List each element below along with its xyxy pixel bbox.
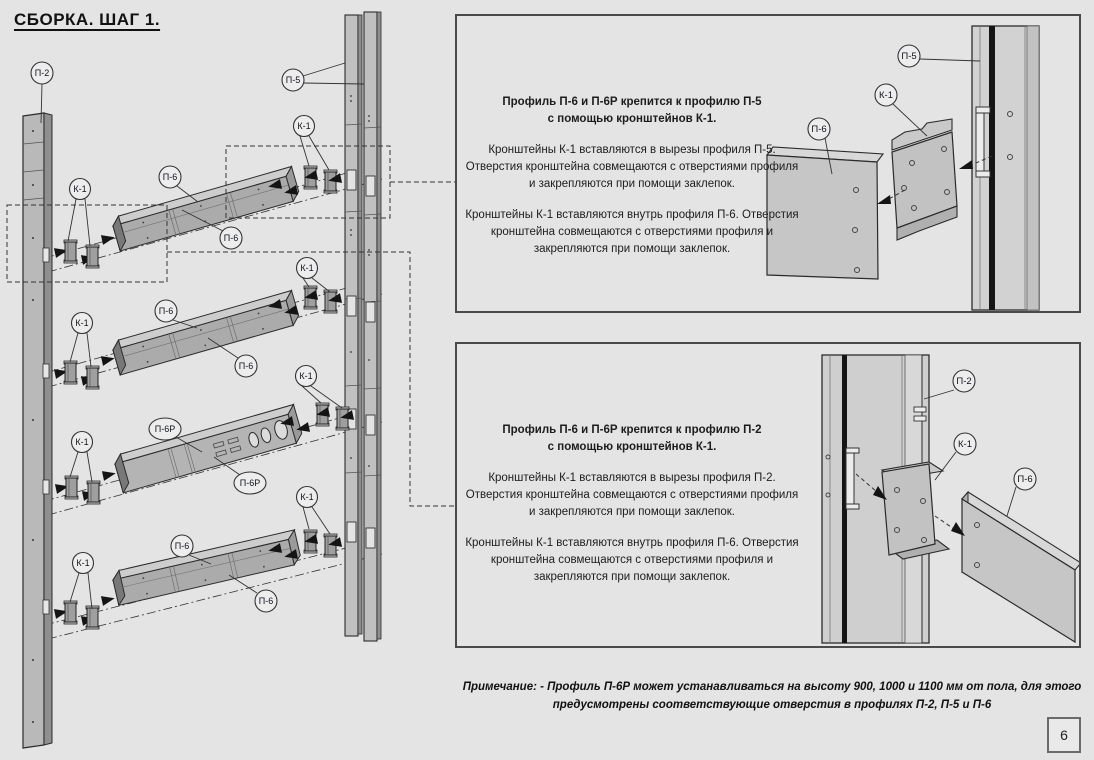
panel2-heading-line2: с помощью кронштейнов К-1. xyxy=(547,440,717,453)
bracket-k1-detail xyxy=(892,119,957,240)
profile-p5-drawing xyxy=(345,12,381,641)
callout-p6: П-6 xyxy=(258,596,274,606)
callout-p6: П-6 xyxy=(238,361,254,371)
callout-k1: К-1 xyxy=(958,439,972,450)
callout-p6: П-6 xyxy=(223,233,239,243)
bracket-cluster-left-row3 xyxy=(55,468,117,504)
callout-p6: П-6 xyxy=(162,172,178,182)
panel1-heading-line1: Профиль П-6 и П-6Р крепится к профилю П-5 xyxy=(502,96,762,108)
footnote: Примечание: - Профиль П-6Р может устанавливаться на высоту 900, 1000 и 1100 мм от пола, для этого предусмотрены соответствующие отверстия в профилях П-2, П-5 и П-6 xyxy=(462,681,1082,712)
panel1-text xyxy=(465,94,799,272)
assembly-drawing xyxy=(0,0,455,760)
callout-p6: П-6 xyxy=(1017,474,1033,485)
panel1-paragraph2: Кронштейны К-1 вставляются внутрь профиля П-6. Отверстия кронштейна совмещаются с отверстиями профиля и закрепляются при помощи заклепок. xyxy=(465,209,799,255)
callout-k1: К-1 xyxy=(299,371,313,381)
callout-p6r: П-6Р xyxy=(154,424,176,434)
rail-p6-row1 xyxy=(111,166,301,251)
bracket-k1-detail xyxy=(882,462,949,559)
panel2-paragraph2: Кронштейны К-1 вставляются внутрь профиля П-6. Отверстия кронштейна совмещаются с отверстиями профиля и закрепляются при помощи заклепок. xyxy=(465,537,799,583)
instruction-panel-p2 xyxy=(455,342,1081,648)
panel1-heading xyxy=(465,94,799,127)
callout-k1: К-1 xyxy=(73,184,87,194)
profile-p6-detail xyxy=(962,492,1079,642)
callout-k1: К-1 xyxy=(300,492,314,502)
callout-p5: П-5 xyxy=(901,51,917,62)
bracket-cluster-left-row1 xyxy=(54,232,116,268)
panel2-paragraph1: Кронштейны К-1 вставляются в вырезы профиля П-2. Отверстия кронштейна совмещаются с отверстиями профиля и закрепляются при помощи заклепок. xyxy=(465,472,799,518)
callout-p6r: П-6Р xyxy=(239,478,261,488)
callout-p6: П-6 xyxy=(811,124,827,135)
panel1-paragraph1: Кронштейны К-1 вставляются в вырезы профиля П-5. Отверстия кронштейна совмещаются с отверстиями профиля и закрепляются при помощи заклепок. xyxy=(465,144,799,190)
profile-p5-detail xyxy=(972,26,1039,310)
callout-k1: К-1 xyxy=(75,318,89,328)
page-title: СБОРКА. ШАГ 1. xyxy=(14,10,161,29)
profile-p2-drawing xyxy=(23,113,52,748)
callout-p6: П-6 xyxy=(158,306,174,316)
callout-p6: П-6 xyxy=(174,541,190,551)
callout-k1: К-1 xyxy=(297,121,311,131)
callout-p2: П-2 xyxy=(34,68,50,78)
callout-k1: К-1 xyxy=(75,437,89,447)
callout-k1: К-1 xyxy=(76,558,90,568)
panel2-text xyxy=(465,422,799,600)
callout-p5: П-5 xyxy=(285,75,301,85)
panel2-heading xyxy=(465,422,799,455)
rail-p6-row2 xyxy=(111,290,301,375)
callout-k1: К-1 xyxy=(879,90,893,101)
rail-p6r-row3 xyxy=(113,404,304,492)
bracket-cluster-left-row2 xyxy=(54,353,116,389)
panel2-heading-line1: Профиль П-6 и П-6Р крепится к профилю П-2 xyxy=(502,424,762,436)
bracket-cluster-left-row4 xyxy=(54,593,116,629)
callout-p2: П-2 xyxy=(956,376,972,387)
page-number: 6 xyxy=(1047,717,1081,753)
callout-k1: К-1 xyxy=(300,263,314,273)
panel2-callouts xyxy=(924,370,1036,516)
instruction-panel-p5 xyxy=(455,14,1081,313)
panel1-heading-line2: с помощью кронштейнов К-1. xyxy=(547,112,717,125)
